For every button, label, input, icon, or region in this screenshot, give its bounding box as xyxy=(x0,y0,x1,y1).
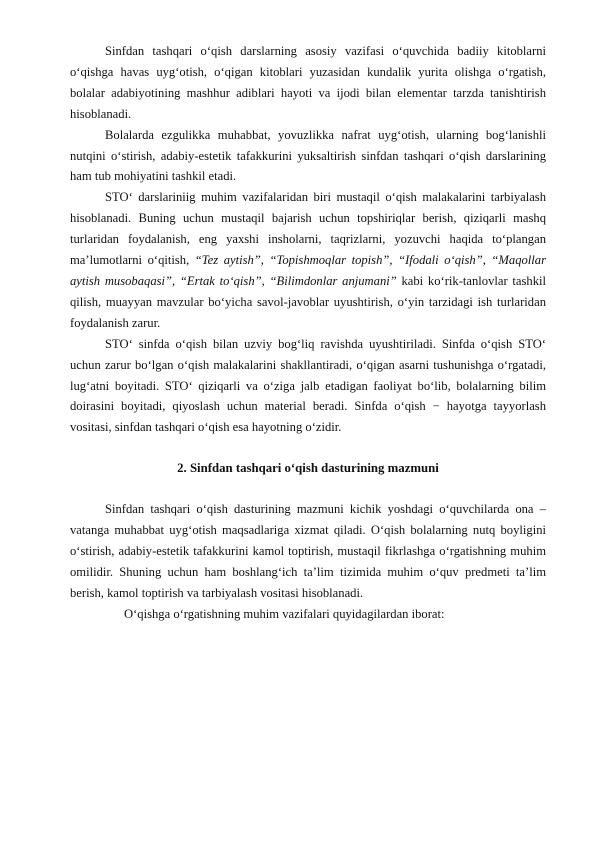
paragraph-text: kabi ko‘rik-tanlovlar tashkil qilish, muayyan mavzular bo‘yicha savol-javoblar uyushtirish, o‘yin tarzidagi ish turlaridan foydalanish zarur. xyxy=(70,273,546,330)
intro-paragraph-1 xyxy=(70,41,546,125)
section-paragraphs xyxy=(70,499,546,604)
paragraph-text: Bolalarda ezgulikka muhabbat, yovuzlikka nafrat uyg‘otish, ularning bog‘lanishli nutqini o‘stirish, adabiy-estetik tafakkurini yuksaltirish sinfdan tashqari o‘qish darslarining ham tub mohiyatini tashkil etadi. xyxy=(70,127,546,184)
section-heading: 2. Sinfdan tashqari o‘qish dasturining mazmuni xyxy=(177,461,439,476)
paragraph-text: STO‘ sinfda o‘qish bilan uzviy bog‘liq ravishda uyushtiriladi. Sinfda o‘qish STO‘ uchun zarur bo‘lgan o‘qish malakalarini shakllantiradi, o‘qigan asarni tushunishga o‘rgatadi, lug‘atni boyitadi. STO‘ qiziqarli va o‘ziga jalb etadigan faoliyat bo‘lib, bolalarning bilim doirasini boyitadi, qiyoslash uchun material beradi. Sinfda o‘qish − hayotga tayyorlash vositasi, sinfdan tashqari o‘qish esa hayotning o‘zidir. xyxy=(70,336,546,435)
intro-paragraphs xyxy=(70,41,546,438)
intro-paragraph-3 xyxy=(70,187,546,333)
document-body xyxy=(70,41,546,625)
closing-line: O‘qishga o‘rgatishning muhim vazifalari quyidagilardan iborat: xyxy=(124,606,445,621)
section-paragraph-1 xyxy=(70,499,546,604)
intro-paragraph-4 xyxy=(70,334,546,439)
intro-paragraph-2 xyxy=(70,125,546,188)
paragraph-text: Sinfdan tashqari o‘qish darslarning asosiy vazifasi o‘quvchida badiiy kitoblarni o‘qishga havas uyg‘otish, o‘qigan kitoblari yuzasidan kundalik yurita olishga o‘rgatish, bolalar adabiyotining mashhur adiblari hayoti va ijodi bilan elementar tarzda tanishtirish hisoblanadi. xyxy=(70,44,546,121)
paragraph-text: Sinfdan tashqari o‘qish dasturining mazmuni kichik yoshdagi o‘quvchilarda ona – vatanga muhabbat uyg‘otish maqsadlariga xizmat qiladi. O‘qish bolalarning nutq boyligini o‘stirish, adabiy-estetik tafakkurini kamol toptirish, mustaqil fikrlashga o‘rgatishning muhim omilidir. Shuning uchun ham boshlang‘ich ta’lim tizimida muhim o‘quv predmeti ta’lim berish, kamol toptirish va tarbiyalash vositasi hisoblanadi. xyxy=(70,502,546,600)
paragraph-text: STO‘ darslariniig muhim vazifalaridan biri mustaqil o‘qish malakalarini tarbiyalash hisoblanadi. Buning uchun mustaqil bajarish uchun topshiriqlar berish, qiziqarli mashq turlaridan foydalanish, eng yaxshi insholarni, taqrizlarni, yozuvchi haqida to‘plangan ma’lumotlarni o‘qitish, xyxy=(70,190,546,268)
italic-text: “Tez aytish”, “Topishmoqlar topish”, “Ifodali o‘qish”, “Maqollar aytish musobaqasi”, “Ertak to‘qish”, “Bilimdonlar anjumani” xyxy=(70,253,546,288)
